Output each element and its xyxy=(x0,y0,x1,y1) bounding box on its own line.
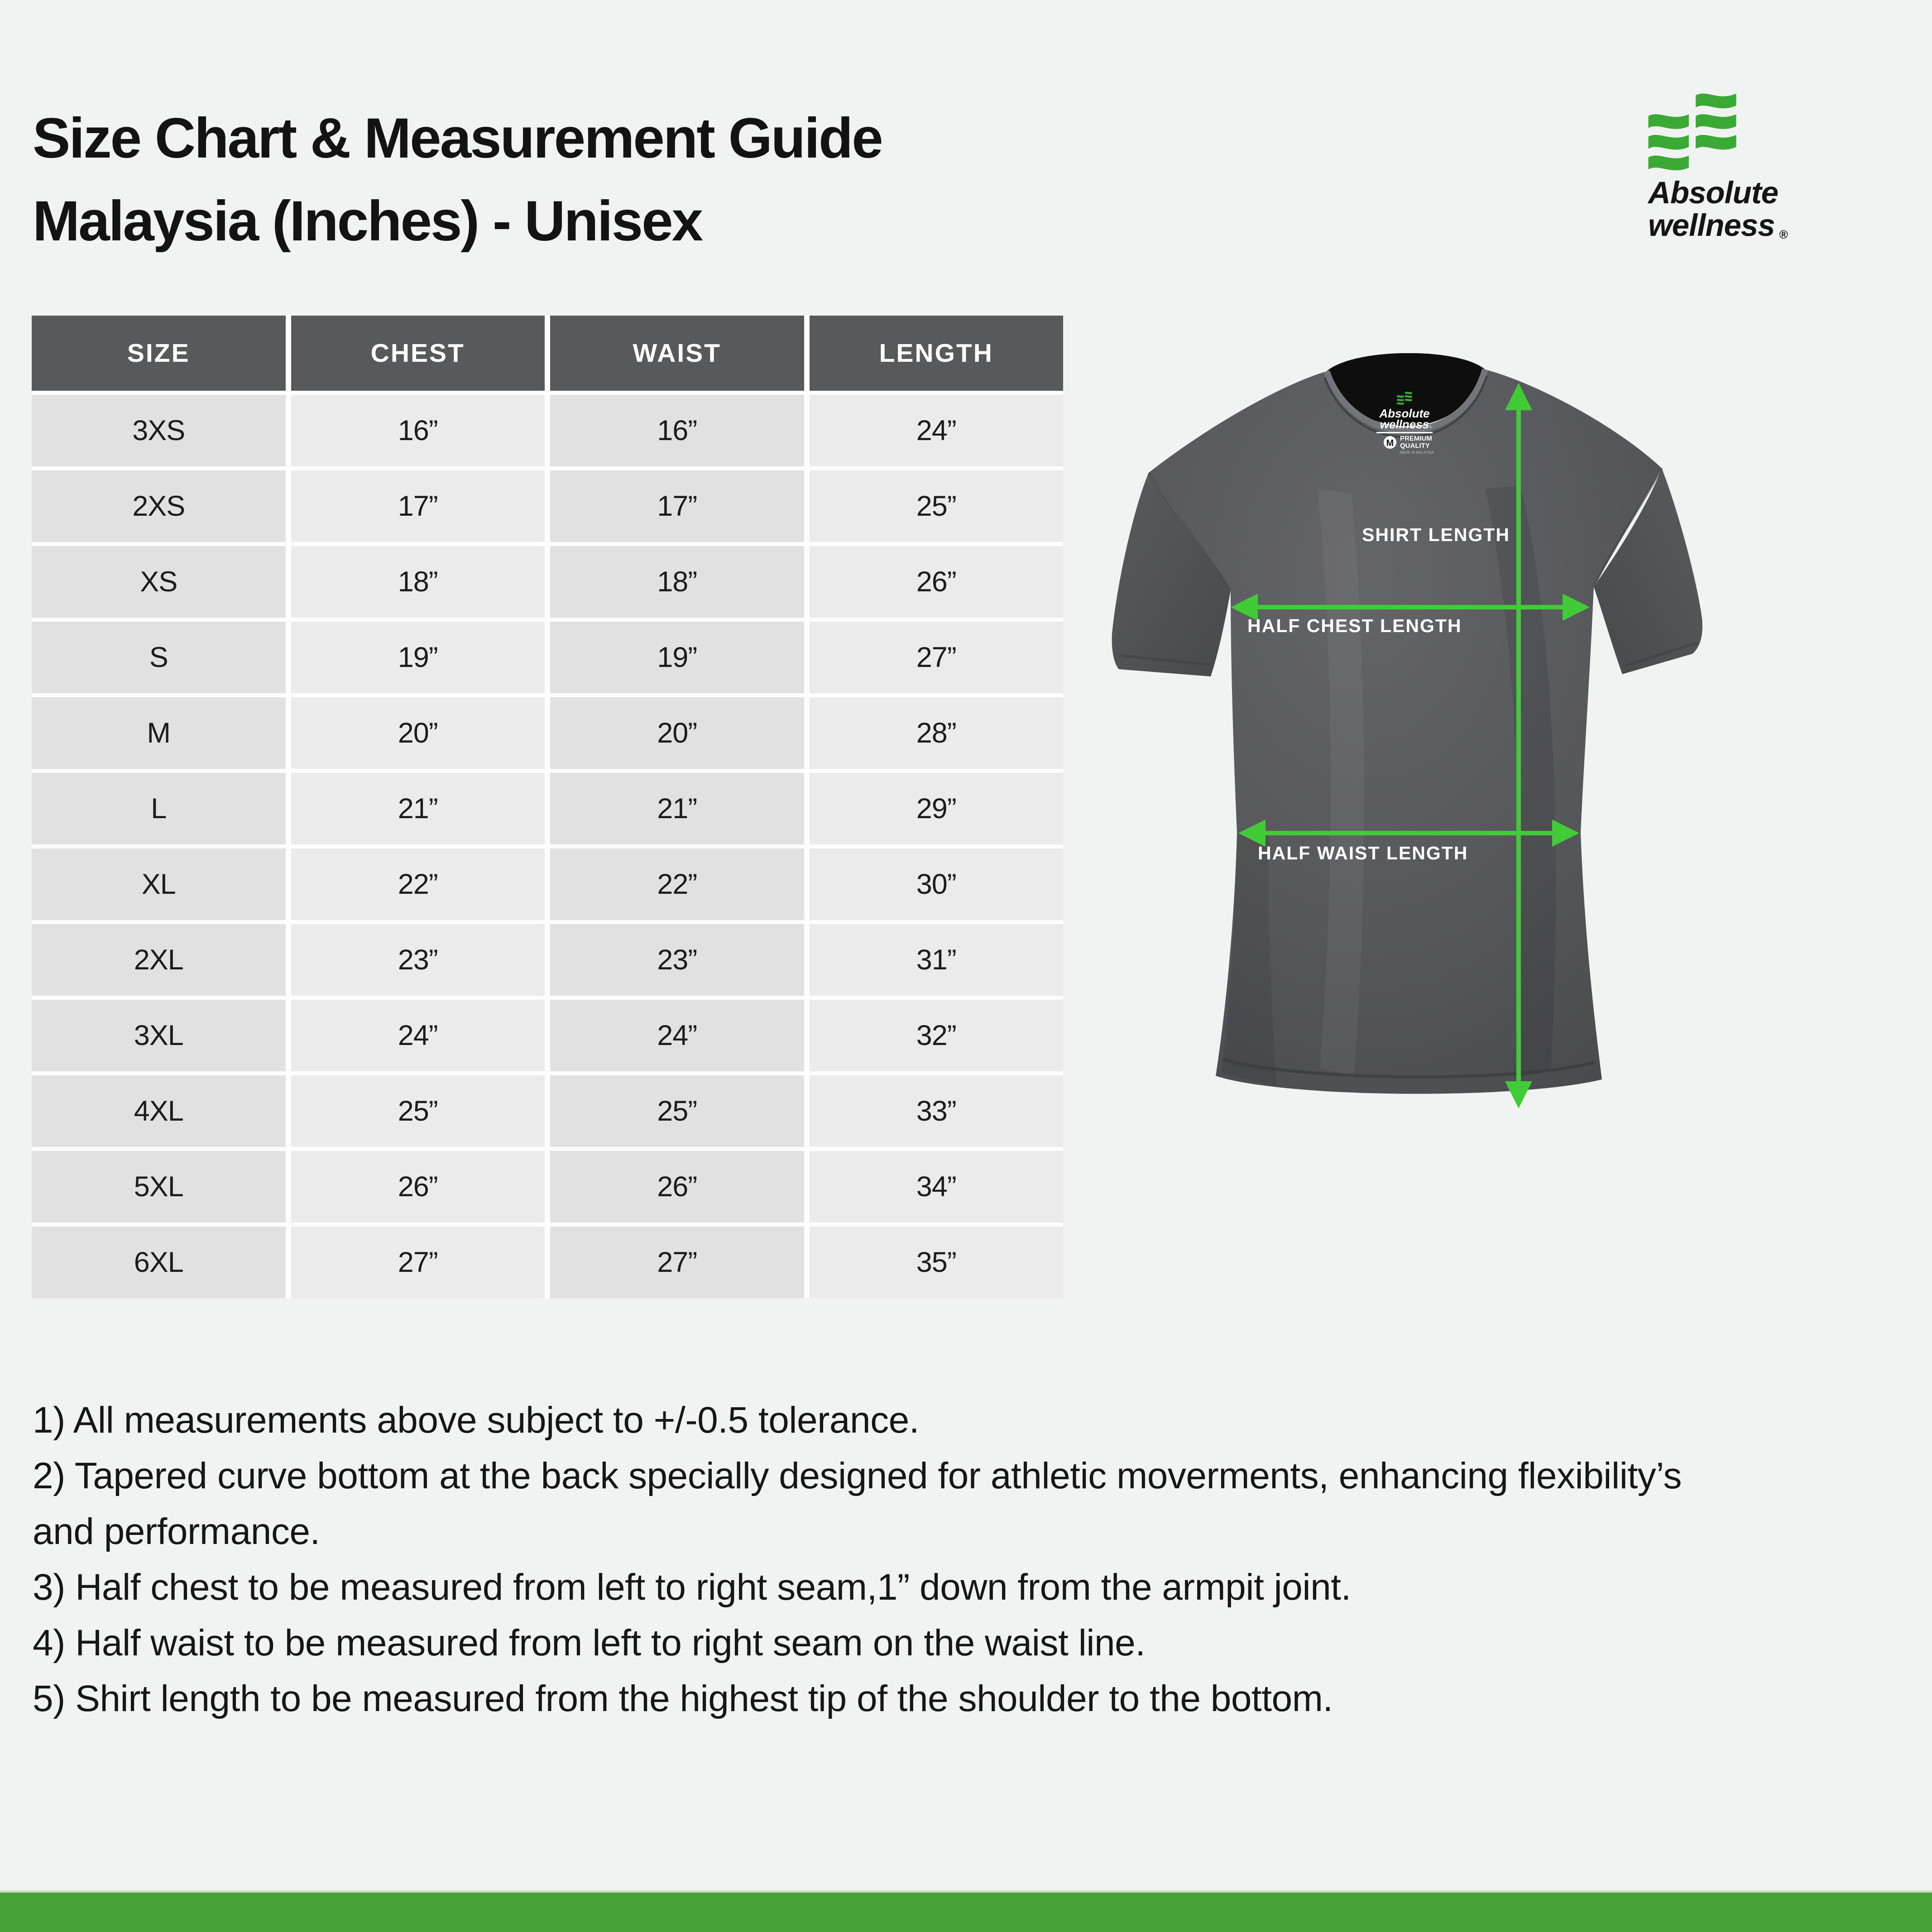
size-cell: XS xyxy=(32,546,286,618)
length-cell: 33” xyxy=(810,1075,1064,1147)
length-cell: 27” xyxy=(810,622,1064,693)
brand-logo xyxy=(1648,91,1902,242)
chest-cell: 17” xyxy=(291,470,545,542)
size-table xyxy=(32,316,1063,1298)
note-item: 4) Half waist to be measured from left to right seam on the waist line. xyxy=(33,1622,1146,1664)
shirt-length-label: SHIRT LENGTH xyxy=(1362,524,1510,545)
column-header-waist: WAIST xyxy=(550,316,804,391)
size-cell: 4XL xyxy=(32,1075,286,1147)
chest-cell: 27” xyxy=(291,1227,545,1298)
neck-label-registered-mark: ® xyxy=(1429,425,1432,429)
waist-cell: 16” xyxy=(550,395,804,466)
length-cell: 35” xyxy=(810,1227,1064,1298)
size-cell: 2XL xyxy=(32,924,286,996)
waist-cell: 26” xyxy=(550,1151,804,1222)
chest-cell: 24” xyxy=(291,1000,545,1071)
column-header-length: LENGTH xyxy=(810,316,1064,391)
notes-list xyxy=(33,1392,1690,1726)
size-cell: S xyxy=(32,622,286,693)
page-title xyxy=(33,97,882,263)
arrowhead-down-icon xyxy=(1505,1081,1532,1108)
neck-label-brand-line-2: wellness xyxy=(1380,417,1429,431)
length-cell: 34” xyxy=(810,1151,1064,1222)
quality-label: QUALITY xyxy=(1400,442,1430,450)
note-item: 1) All measurements above subject to +/-0.5 tolerance. xyxy=(33,1400,920,1441)
size-letter: M xyxy=(1386,438,1394,448)
waist-cell: 20” xyxy=(550,697,804,769)
waist-cell: 19” xyxy=(550,622,804,693)
tshirt-body xyxy=(1149,369,1662,1094)
brand-name xyxy=(1648,177,1902,242)
note-item: 5) Shirt length to be measured from the highest tip of the shoulder to the bottom. xyxy=(33,1678,1333,1719)
length-cell: 25” xyxy=(810,470,1064,542)
size-cell: 6XL xyxy=(32,1227,286,1298)
waist-cell: 18” xyxy=(550,546,804,618)
note-item: 2) Tapered curve bottom at the back specially designed for athletic moverments, enhancing flexibility’s and performance. xyxy=(33,1455,1682,1552)
waist-cell: 17” xyxy=(550,470,804,542)
length-cell: 32” xyxy=(810,1000,1064,1071)
column-header-chest: CHEST xyxy=(291,316,545,391)
waist-cell: 22” xyxy=(550,849,804,920)
size-cell: 5XL xyxy=(32,1151,286,1222)
note-item: 3) Half chest to be measured from left to right seam,1” down from the armpit joint. xyxy=(33,1567,1351,1608)
half-chest-label: HALF CHEST LENGTH xyxy=(1247,615,1462,636)
chest-cell: 16” xyxy=(291,395,545,466)
chest-cell: 19” xyxy=(291,622,545,693)
tshirt-figure xyxy=(1064,353,1856,1213)
brand-name-line-1: Absolute xyxy=(1648,175,1779,210)
length-cell: 31” xyxy=(810,924,1064,996)
chest-cell: 22” xyxy=(291,849,545,920)
waist-cell: 25” xyxy=(550,1075,804,1147)
title-line-2: Malaysia (Inches) - Unisex xyxy=(33,189,702,253)
chest-cell: 23” xyxy=(291,924,545,996)
chest-cell: 26” xyxy=(291,1151,545,1222)
size-cell: M xyxy=(32,697,286,769)
tshirt-graphic xyxy=(1112,353,1702,1108)
brand-logo-icon xyxy=(1648,91,1737,170)
column-header-size: SIZE xyxy=(32,316,286,391)
waist-cell: 21” xyxy=(550,773,804,844)
premium-label: PREMIUM xyxy=(1400,435,1432,442)
made-in-label: MADE IN MALAYSIA xyxy=(1400,451,1434,455)
title-line-1: Size Chart & Measurement Guide xyxy=(33,107,882,170)
size-cell: 2XS xyxy=(32,470,286,542)
waist-cell: 23” xyxy=(550,924,804,996)
chest-cell: 21” xyxy=(291,773,545,844)
waist-cell: 24” xyxy=(550,1000,804,1071)
registered-mark: ® xyxy=(1779,227,1788,241)
size-cell: L xyxy=(32,773,286,844)
length-cell: 24” xyxy=(810,395,1064,466)
waist-cell: 27” xyxy=(550,1227,804,1298)
length-cell: 29” xyxy=(810,773,1064,844)
neck-label-divider xyxy=(1376,432,1433,433)
length-cell: 30” xyxy=(810,849,1064,920)
length-cell: 28” xyxy=(810,697,1064,769)
footer-bar xyxy=(0,1890,1932,1932)
chest-cell: 20” xyxy=(291,697,545,769)
brand-name-line-2: wellness ® xyxy=(1648,207,1788,243)
size-cell: 3XS xyxy=(32,395,286,466)
length-cell: 26” xyxy=(810,546,1064,618)
half-waist-label: HALF WAIST LENGTH xyxy=(1258,843,1468,863)
chest-cell: 25” xyxy=(291,1075,545,1147)
size-cell: 3XL xyxy=(32,1000,286,1071)
chest-cell: 18” xyxy=(291,546,545,618)
size-cell: XL xyxy=(32,849,286,920)
neck-label-brand-line-1: Absolute xyxy=(1379,407,1430,420)
